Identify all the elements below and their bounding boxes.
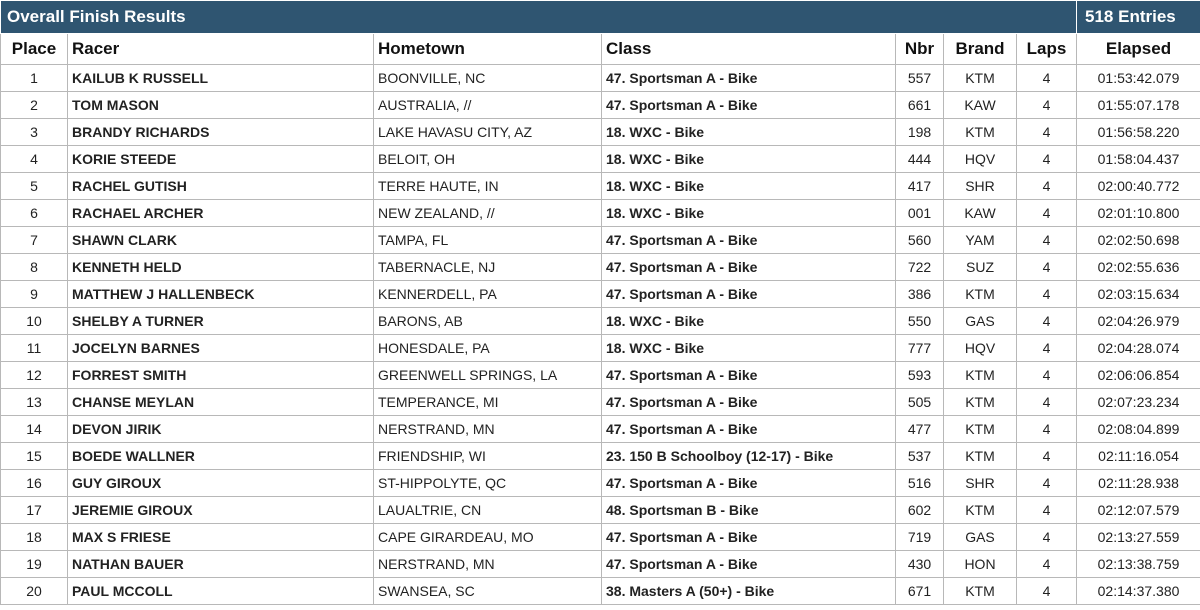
elapsed-cell: 01:55:07.178 [1077, 92, 1200, 119]
brand-cell: GAS [944, 308, 1017, 335]
brand-cell: KTM [944, 497, 1017, 524]
hometown-cell: TABERNACLE, NJ [374, 254, 602, 281]
table-row [1, 119, 1200, 146]
laps-cell: 4 [1017, 308, 1077, 335]
racer-cell[interactable]: DEVON JIRIK [68, 416, 374, 443]
table-row [1, 416, 1200, 443]
elapsed-cell: 02:11:28.938 [1077, 470, 1200, 497]
nbr-cell: 505 [896, 389, 944, 416]
laps-cell: 4 [1017, 551, 1077, 578]
elapsed-cell: 02:07:23.234 [1077, 389, 1200, 416]
place-cell: 15 [1, 443, 68, 470]
racer-cell[interactable]: FORREST SMITH [68, 362, 374, 389]
laps-cell: 4 [1017, 227, 1077, 254]
class-cell[interactable]: 47. Sportsman A - Bike [602, 254, 896, 281]
nbr-cell: 722 [896, 254, 944, 281]
hometown-cell: CAPE GIRARDEAU, MO [374, 524, 602, 551]
elapsed-cell: 02:08:04.899 [1077, 416, 1200, 443]
hometown-cell: SWANSEA, SC [374, 578, 602, 605]
place-cell: 19 [1, 551, 68, 578]
elapsed-cell: 02:13:27.559 [1077, 524, 1200, 551]
place-cell: 11 [1, 335, 68, 362]
place-cell: 5 [1, 173, 68, 200]
class-cell[interactable]: 47. Sportsman A - Bike [602, 389, 896, 416]
laps-cell: 4 [1017, 524, 1077, 551]
elapsed-cell: 02:02:50.698 [1077, 227, 1200, 254]
brand-cell: KTM [944, 362, 1017, 389]
place-cell: 10 [1, 308, 68, 335]
nbr-cell: 661 [896, 92, 944, 119]
elapsed-cell: 02:06:06.854 [1077, 362, 1200, 389]
nbr-cell: 719 [896, 524, 944, 551]
elapsed-cell: 01:56:58.220 [1077, 119, 1200, 146]
nbr-cell: 001 [896, 200, 944, 227]
laps-cell: 4 [1017, 254, 1077, 281]
place-cell: 1 [1, 65, 68, 92]
hometown-cell: NEW ZEALAND, // [374, 200, 602, 227]
elapsed-cell: 01:58:04.437 [1077, 146, 1200, 173]
column-header-nbr[interactable]: Nbr [896, 34, 944, 65]
column-header-class[interactable]: Class [602, 34, 896, 65]
nbr-cell: 444 [896, 146, 944, 173]
table-row [1, 497, 1200, 524]
place-cell: 3 [1, 119, 68, 146]
class-cell[interactable]: 47. Sportsman A - Bike [602, 92, 896, 119]
table-row [1, 281, 1200, 308]
brand-cell: GAS [944, 524, 1017, 551]
brand-cell: SHR [944, 470, 1017, 497]
place-cell: 9 [1, 281, 68, 308]
place-cell: 8 [1, 254, 68, 281]
elapsed-cell: 02:01:10.800 [1077, 200, 1200, 227]
title-bar [1, 1, 1200, 34]
elapsed-cell: 02:12:07.579 [1077, 497, 1200, 524]
brand-cell: SHR [944, 173, 1017, 200]
nbr-cell: 777 [896, 335, 944, 362]
place-cell: 2 [1, 92, 68, 119]
brand-cell: KTM [944, 578, 1017, 605]
racer-cell[interactable]: CHANSE MEYLAN [68, 389, 374, 416]
laps-cell: 4 [1017, 362, 1077, 389]
racer-cell[interactable]: TOM MASON [68, 92, 374, 119]
table-row [1, 92, 1200, 119]
brand-cell: YAM [944, 227, 1017, 254]
racer-cell[interactable]: BOEDE WALLNER [68, 443, 374, 470]
nbr-cell: 593 [896, 362, 944, 389]
class-cell[interactable]: 47. Sportsman A - Bike [602, 65, 896, 92]
hometown-cell: BELOIT, OH [374, 146, 602, 173]
class-cell[interactable]: 18. WXC - Bike [602, 200, 896, 227]
table-row [1, 65, 1200, 92]
laps-cell: 4 [1017, 497, 1077, 524]
class-cell[interactable]: 48. Sportsman B - Bike [602, 497, 896, 524]
hometown-cell: BARONS, AB [374, 308, 602, 335]
laps-cell: 4 [1017, 578, 1077, 605]
nbr-cell: 477 [896, 416, 944, 443]
racer-cell[interactable]: JEREMIE GIROUX [68, 497, 374, 524]
table-row [1, 470, 1200, 497]
elapsed-cell: 02:13:38.759 [1077, 551, 1200, 578]
elapsed-cell: 02:02:55.636 [1077, 254, 1200, 281]
class-cell[interactable]: 18. WXC - Bike [602, 335, 896, 362]
hometown-cell: AUSTRALIA, // [374, 92, 602, 119]
table-row [1, 308, 1200, 335]
hometown-cell: TERRE HAUTE, IN [374, 173, 602, 200]
column-header-place[interactable]: Place [1, 34, 68, 65]
hometown-cell: LAUALTRIE, CN [374, 497, 602, 524]
brand-cell: KTM [944, 416, 1017, 443]
brand-cell: KTM [944, 281, 1017, 308]
class-cell[interactable]: 47. Sportsman A - Bike [602, 551, 896, 578]
elapsed-cell: 02:04:26.979 [1077, 308, 1200, 335]
brand-cell: KAW [944, 200, 1017, 227]
brand-cell: HON [944, 551, 1017, 578]
racer-cell[interactable]: KORIE STEEDE [68, 146, 374, 173]
racer-cell[interactable]: NATHAN BAUER [68, 551, 374, 578]
racer-cell[interactable]: KENNETH HELD [68, 254, 374, 281]
nbr-cell: 550 [896, 308, 944, 335]
laps-cell: 4 [1017, 470, 1077, 497]
nbr-cell: 557 [896, 65, 944, 92]
table-row [1, 146, 1200, 173]
table-row [1, 551, 1200, 578]
laps-cell: 4 [1017, 173, 1077, 200]
laps-cell: 4 [1017, 281, 1077, 308]
table-row [1, 443, 1200, 470]
table-body [1, 65, 1200, 605]
column-header-hometown[interactable]: Hometown [374, 34, 602, 65]
brand-cell: HQV [944, 146, 1017, 173]
column-header-brand[interactable]: Brand [944, 34, 1017, 65]
hometown-cell: BOONVILLE, NC [374, 65, 602, 92]
hometown-cell: LAKE HAVASU CITY, AZ [374, 119, 602, 146]
place-cell: 13 [1, 389, 68, 416]
laps-cell: 4 [1017, 335, 1077, 362]
brand-cell: HQV [944, 335, 1017, 362]
laps-cell: 4 [1017, 416, 1077, 443]
nbr-cell: 516 [896, 470, 944, 497]
class-cell[interactable]: 47. Sportsman A - Bike [602, 362, 896, 389]
hometown-cell: TEMPERANCE, MI [374, 389, 602, 416]
place-cell: 17 [1, 497, 68, 524]
nbr-cell: 602 [896, 497, 944, 524]
class-cell[interactable]: 47. Sportsman A - Bike [602, 281, 896, 308]
place-cell: 6 [1, 200, 68, 227]
racer-cell[interactable]: RACHEL GUTISH [68, 173, 374, 200]
elapsed-cell: 02:04:28.074 [1077, 335, 1200, 362]
brand-cell: KTM [944, 389, 1017, 416]
racer-cell[interactable]: BRANDY RICHARDS [68, 119, 374, 146]
class-cell[interactable]: 47. Sportsman A - Bike [602, 227, 896, 254]
brand-cell: KTM [944, 443, 1017, 470]
table-row [1, 254, 1200, 281]
racer-cell[interactable]: MAX S FRIESE [68, 524, 374, 551]
class-cell[interactable]: 23. 150 B Schoolboy (12-17) - Bike [602, 443, 896, 470]
nbr-cell: 198 [896, 119, 944, 146]
hometown-cell: KENNERDELL, PA [374, 281, 602, 308]
racer-cell[interactable]: SHAWN CLARK [68, 227, 374, 254]
table-row [1, 362, 1200, 389]
page-title: Overall Finish Results [1, 1, 1077, 34]
table-row [1, 335, 1200, 362]
class-cell[interactable]: 47. Sportsman A - Bike [602, 416, 896, 443]
place-cell: 16 [1, 470, 68, 497]
class-cell[interactable]: 18. WXC - Bike [602, 146, 896, 173]
entries-count: 518 Entries [1077, 1, 1200, 34]
laps-cell: 4 [1017, 119, 1077, 146]
place-cell: 12 [1, 362, 68, 389]
place-cell: 20 [1, 578, 68, 605]
class-cell[interactable]: 18. WXC - Bike [602, 173, 896, 200]
nbr-cell: 386 [896, 281, 944, 308]
brand-cell: KTM [944, 119, 1017, 146]
table-row [1, 389, 1200, 416]
table-row [1, 578, 1200, 605]
hometown-cell: HONESDALE, PA [374, 335, 602, 362]
laps-cell: 4 [1017, 389, 1077, 416]
elapsed-cell: 02:14:37.380 [1077, 578, 1200, 605]
table-row [1, 524, 1200, 551]
laps-cell: 4 [1017, 92, 1077, 119]
nbr-cell: 430 [896, 551, 944, 578]
racer-cell[interactable]: MATTHEW J HALLENBECK [68, 281, 374, 308]
elapsed-cell: 02:00:40.772 [1077, 173, 1200, 200]
brand-cell: KAW [944, 92, 1017, 119]
hometown-cell: GREENWELL SPRINGS, LA [374, 362, 602, 389]
table-row [1, 173, 1200, 200]
racer-cell[interactable]: KAILUB K RUSSELL [68, 65, 374, 92]
racer-cell[interactable]: PAUL MCCOLL [68, 578, 374, 605]
class-cell[interactable]: 18. WXC - Bike [602, 308, 896, 335]
racer-cell[interactable]: SHELBY A TURNER [68, 308, 374, 335]
laps-cell: 4 [1017, 146, 1077, 173]
laps-cell: 4 [1017, 443, 1077, 470]
laps-cell: 4 [1017, 200, 1077, 227]
place-cell: 14 [1, 416, 68, 443]
class-cell[interactable]: 18. WXC - Bike [602, 119, 896, 146]
nbr-cell: 417 [896, 173, 944, 200]
laps-cell: 4 [1017, 65, 1077, 92]
class-cell[interactable]: 47. Sportsman A - Bike [602, 470, 896, 497]
class-cell[interactable]: 47. Sportsman A - Bike [602, 524, 896, 551]
brand-cell: KTM [944, 65, 1017, 92]
hometown-cell: ST-HIPPOLYTE, QC [374, 470, 602, 497]
elapsed-cell: 01:53:42.079 [1077, 65, 1200, 92]
hometown-cell: NERSTRAND, MN [374, 551, 602, 578]
nbr-cell: 537 [896, 443, 944, 470]
hometown-cell: TAMPA, FL [374, 227, 602, 254]
place-cell: 7 [1, 227, 68, 254]
hometown-cell: FRIENDSHIP, WI [374, 443, 602, 470]
column-header-laps[interactable]: Laps [1017, 34, 1077, 65]
place-cell: 4 [1, 146, 68, 173]
class-cell[interactable]: 38. Masters A (50+) - Bike [602, 578, 896, 605]
table-row [1, 200, 1200, 227]
elapsed-cell: 02:03:15.634 [1077, 281, 1200, 308]
column-header-racer[interactable]: Racer [68, 34, 374, 65]
table-row [1, 227, 1200, 254]
elapsed-cell: 02:11:16.054 [1077, 443, 1200, 470]
place-cell: 18 [1, 524, 68, 551]
column-header-elapsed[interactable]: Elapsed [1077, 34, 1200, 65]
hometown-cell: NERSTRAND, MN [374, 416, 602, 443]
table-header [1, 34, 1200, 65]
racer-cell[interactable]: GUY GIROUX [68, 470, 374, 497]
racer-cell[interactable]: RACHAEL ARCHER [68, 200, 374, 227]
nbr-cell: 671 [896, 578, 944, 605]
brand-cell: SUZ [944, 254, 1017, 281]
nbr-cell: 560 [896, 227, 944, 254]
racer-cell[interactable]: JOCELYN BARNES [68, 335, 374, 362]
